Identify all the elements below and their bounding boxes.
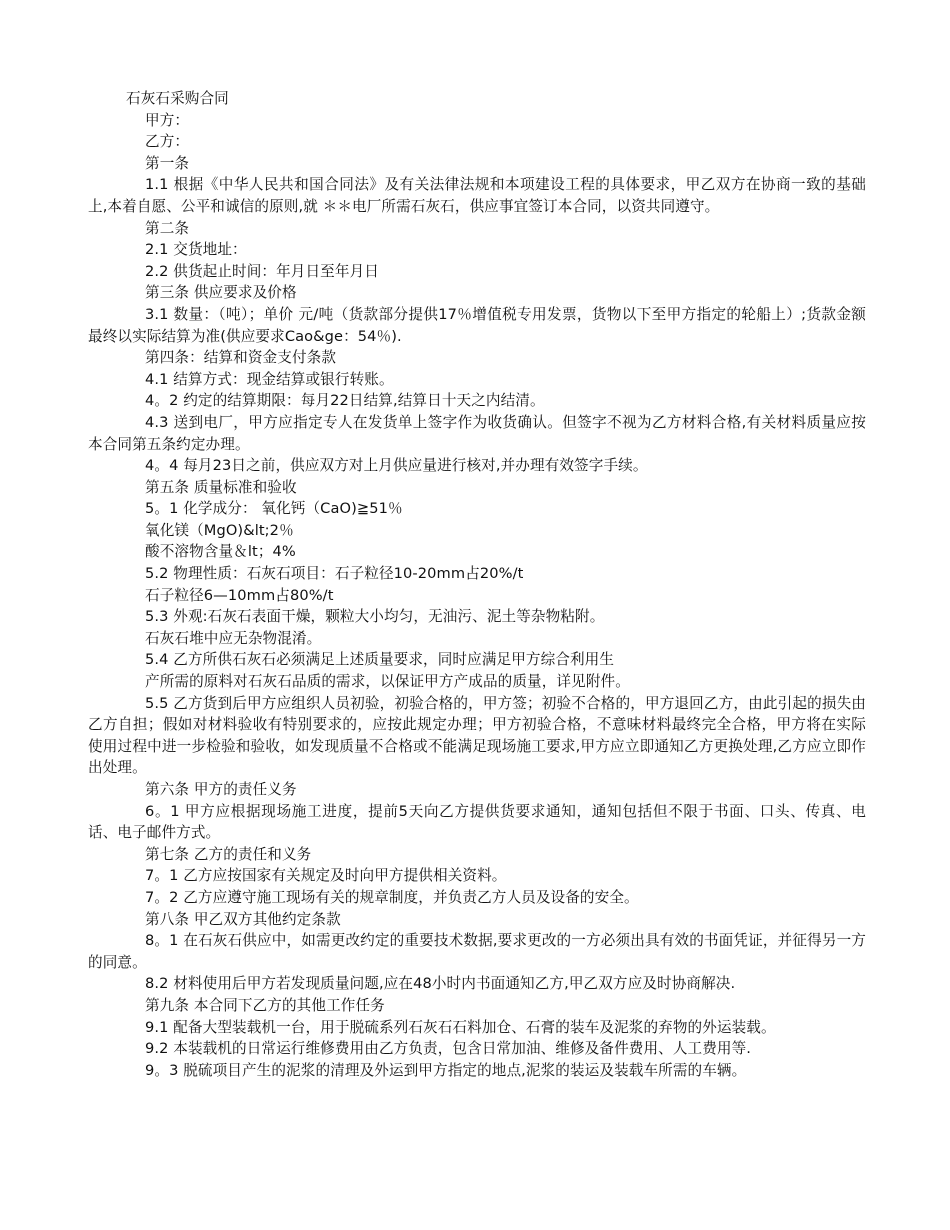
clause-6-1: 6。1 甲方应根据现场施工进度，提前5天向乙方提供货要求通知，通知包括但不限于书面、口头、传真、电话、电子邮件方式。 xyxy=(88,802,866,842)
article-2-heading: 第二条 xyxy=(145,219,190,237)
article-5-heading: 第五条 质量标准和验收 xyxy=(145,478,297,496)
clause-7-2: 7。2 乙方应遵守施工现场有关的规章制度，并负责乙方人员及设备的安全。 xyxy=(145,888,639,906)
party-b-label: 乙方： xyxy=(145,133,190,151)
clause-5-2-size: 石子粒径6—10mm占80%/t xyxy=(145,586,334,604)
article-4-heading: 第四条：结算和资金支付条款 xyxy=(145,349,337,367)
clause-9-3: 9。3 脱硫项目产生的泥浆的清理及外运到甲方指定的地点,泥浆的装运及装载车所需的车辆。 xyxy=(145,1061,747,1079)
clause-5-1-insoluble: 酸不溶物含量＆lt；4% xyxy=(145,543,296,561)
clause-1-1: 1.1 根据《中华人民共和国合同法》及有关法律法规和本项建设工程的具体要求，甲乙双方在协商一致的基础上,本着自愿、公平和诚信的原则,就 ＊＊电厂所需石灰石，供应事宜签订本合同，以资共同遵守。 xyxy=(88,176,866,215)
article-6-heading: 第六条 甲方的责任义务 xyxy=(145,781,297,798)
clause-4-1: 4.1 结算方式：现金结算或银行转账。 xyxy=(145,370,394,388)
clause-4-2: 4。2 约定的结算期限：每月22日结算,结算日十天之内结清。 xyxy=(145,392,545,410)
clause-5-1-mgo: 氧化镁（MgO)&lt;2％ xyxy=(145,521,294,539)
clause-5-5: 5.5 乙方货到后甲方应组织人员初验，初验合格的，甲方签；初验不合格的，甲方退回乙方，由此引起的损失由乙方自担；假如对材料验收有特别要求的，应按此规定办理；甲方初验合格，不意味材料最终完全合格，甲方将在实际使用过程中进一步检验和验收，如发现质量不合格或不能满足现场施工要求,甲方应立即通知乙方更换处理,乙方应立即作出处理。 xyxy=(88,694,866,777)
clause-5-4: 5.4 乙方所供石灰石必须满足上述质量要求，同时应满足甲方综合利用生 xyxy=(145,651,615,669)
contract-document xyxy=(88,88,866,1081)
clause-9-1: 9.1 配备大型装载机一台，用于脱硫系列石灰石石料加仓、石膏的装车及泥浆的弃物的外运装载。 xyxy=(145,1018,776,1036)
clause-7-1: 7。1 乙方应按国家有关规定及时向甲方提供相关资料。 xyxy=(145,867,507,885)
clause-5-2: 5.2 物理性质：石灰石项目：石子粒径10-20mm占20%/t xyxy=(145,565,524,583)
article-8-heading: 第八条 甲乙双方其他约定条款 xyxy=(145,910,341,928)
clause-8-1: 8。1 在石灰石供应中，如需更改约定的重要技术数据,要求更改的一方必须出具有效的书面凭证，并征得另一方的同意。 xyxy=(88,932,866,971)
clause-5-3: 5.3 外观:石灰石表面干燥，颗粒大小均匀，无油污、泥土等杂物粘附。 xyxy=(145,608,605,626)
article-7-heading: 第七条 乙方的责任和义务 xyxy=(145,845,312,863)
article-3-heading: 第三条 供应要求及价格 xyxy=(145,284,297,302)
clause-4-4: 4。4 每月23日之前，供应双方对上月供应量进行核对,并办理有效签字手续。 xyxy=(145,457,648,475)
party-a-label: 甲方： xyxy=(145,111,190,129)
document-title: 石灰石采购合同 xyxy=(126,90,229,107)
clause-2-1: 2.1 交货地址： xyxy=(145,241,247,259)
clause-3-1: 3.1 数量：（吨）；单价 元/吨（货款部分提供17％增值税专用发票，货物以下至甲方指定的轮船上）;货款金额最终以实际结算为准(供应要求Cao&ge：54％). xyxy=(88,305,866,345)
clause-2-2: 2.2 供货起止时间：年月日至年月日 xyxy=(145,262,379,280)
clause-8-2: 8.2 材料使用后甲方若发现质量问题,应在48小时内书面通知乙方,甲乙双方应及时协商解决. xyxy=(145,975,736,993)
article-1-heading: 第一条 xyxy=(145,154,190,172)
clause-9-2: 9.2 本装载机的日常运行维修费用由乙方负责，包含日常加油、维修及备件费用、人工费用等. xyxy=(145,1040,752,1058)
clause-4-3: 4.3 送到电厂，甲方应指定专人在发货单上签字作为收货确认。但签字不视为乙方材料合格,有关材料质量应按本合同第五条约定办理。 xyxy=(88,413,866,453)
clause-5-4-cont: 产所需的原料对石灰石品质的需求，以保证甲方产成品的质量，详见附件。 xyxy=(145,673,630,691)
clause-5-1: 5。1 化学成分： 氧化钙（CaO)≧51％ xyxy=(145,500,403,518)
article-9-heading: 第九条 本合同下乙方的其他工作任务 xyxy=(145,996,385,1014)
clause-5-3-cont: 石灰石堆中应无杂物混淆。 xyxy=(145,629,322,647)
